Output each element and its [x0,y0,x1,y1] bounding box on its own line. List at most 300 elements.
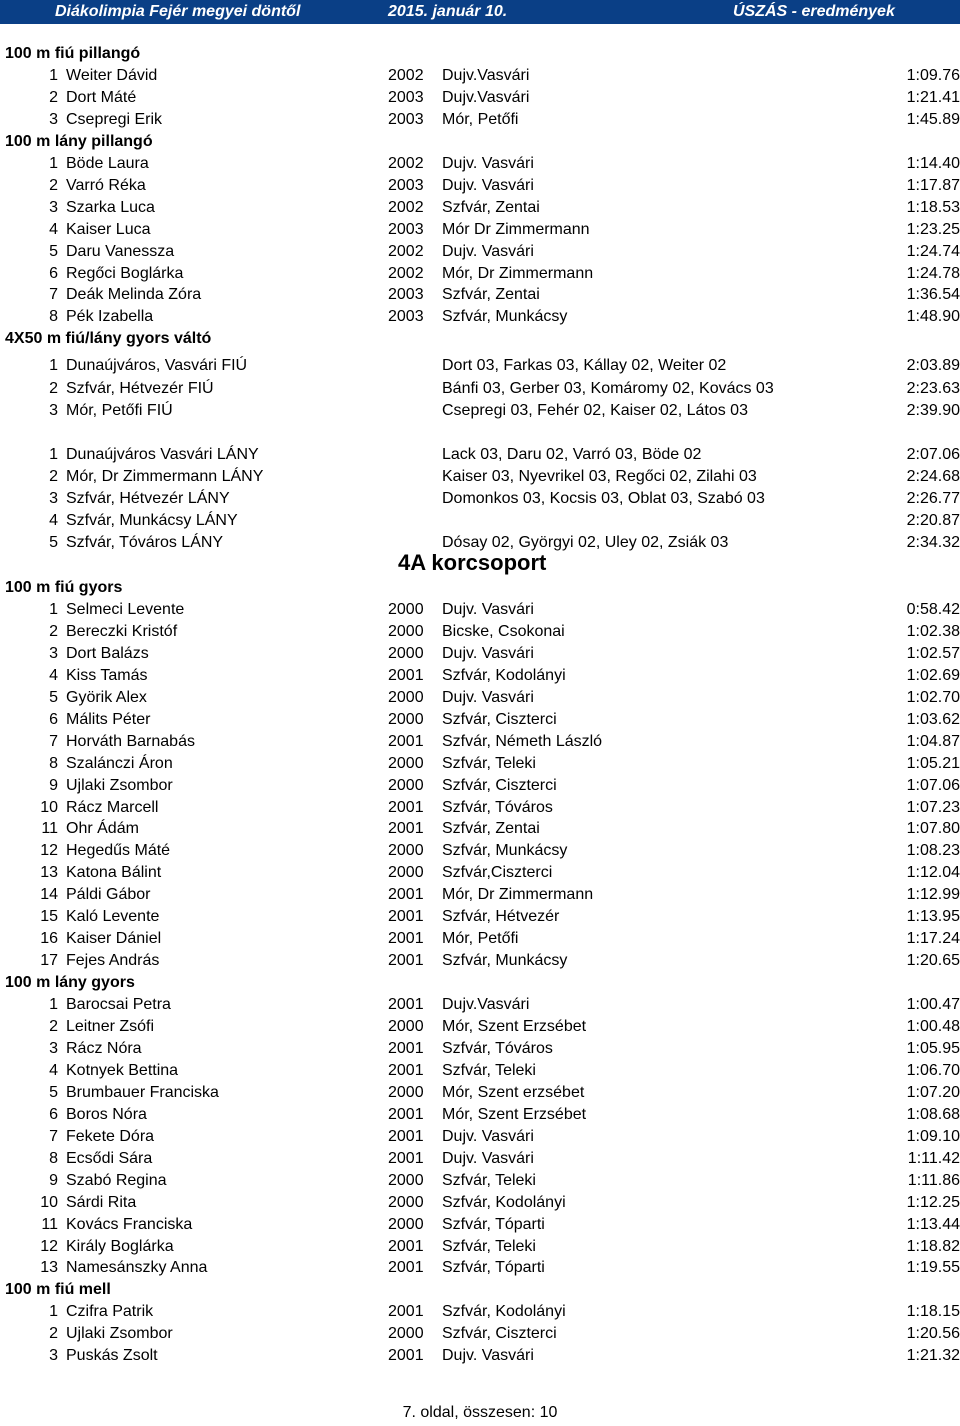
school-club: Mór, Szent Erzsébet [442,1105,587,1123]
school-club: Dujv.Vasvári [442,66,530,84]
result-row [0,65,960,87]
athlete-name: Szarka Luca [66,198,155,216]
school-club: Szfvár, Teleki [442,1061,536,1079]
result-time: 1:21.41 [906,88,960,106]
place-number: 2 [49,176,58,194]
place-number: 1 [49,1303,58,1321]
athlete-name: Ujlaki Zsombor [66,1325,173,1343]
section-title: 4X50 m fiú/lány gyors váltó [5,330,212,348]
birth-year: 2000 [388,1215,424,1233]
place-number: 7 [49,732,58,750]
athlete-name: Fejes András [66,952,160,970]
school-club: Szfvár, Teleki [442,1171,536,1189]
place-number: 4 [49,220,58,238]
school-club: Szfvár, Kodolányi [442,666,566,684]
result-row [0,1192,960,1214]
team-members: Kaiser 03, Nyevrikel 03, Regőci 02, Zilahi 03 [442,467,757,485]
birth-year: 2000 [388,754,424,772]
result-row [0,665,960,687]
place-number: 6 [49,710,58,728]
athlete-name: Kotnyek Bettina [66,1061,179,1079]
result-time: 1:48.90 [906,308,960,326]
athlete-name: Szalánczi Áron [66,754,173,772]
place-number: 1 [49,600,58,618]
team-name: Dunaújváros, Vasvári FIÚ [66,357,248,375]
result-row [0,797,960,819]
result-time: 1:17.87 [906,176,960,194]
result-row [0,87,960,109]
athlete-name: Ohr Ádám [66,820,139,838]
result-time: 1:07.80 [906,820,960,838]
result-time: 1:02.69 [906,666,960,684]
result-row [0,263,960,285]
place-number: 2 [49,622,58,640]
result-row [0,1236,960,1258]
school-club: Mór Dr Zimmermann [442,220,590,238]
birth-year: 2001 [388,820,424,838]
relay-row [0,488,960,510]
athlete-name: Dort Balázs [66,644,149,662]
result-time: 1:06.70 [906,1061,960,1079]
result-time: 1:09.10 [906,1127,960,1145]
birth-year: 2000 [388,688,424,706]
result-time: 1:08.23 [906,842,960,860]
page-footer: 7. oldal, összesen: 10 [402,1404,558,1421]
school-club: Dujv. Vasvári [442,154,534,172]
athlete-name: Szabó Regina [66,1171,167,1189]
place-number: 6 [49,264,58,282]
result-time: 1:20.56 [906,1325,960,1343]
athlete-name: Hegedűs Máté [66,842,171,860]
school-club: Szfvár, Zentai [442,286,540,304]
section-header [0,972,960,994]
birth-year: 2001 [388,1303,424,1321]
group-title [0,549,960,577]
place-number: 7 [49,286,58,304]
place-number: 8 [49,754,58,772]
result-time: 1:12.25 [906,1193,960,1211]
school-club: Szfvár, Tóparti [442,1215,545,1233]
result-time: 0:58.42 [906,600,960,618]
result-row [0,1082,960,1104]
birth-year: 2000 [388,710,424,728]
athlete-name: Ecsődi Sára [66,1149,153,1167]
athlete-name: Páldi Gábor [66,886,151,904]
result-row [0,1060,960,1082]
result-row [0,643,960,665]
birth-year: 2003 [388,308,424,326]
result-row [0,1301,960,1323]
relay-row [0,510,960,532]
section-header [0,328,960,350]
place-number: 5 [49,1083,58,1101]
birth-year: 2001 [388,732,424,750]
school-club: Dujv. Vasvári [442,600,534,618]
result-time: 1:11.42 [907,1149,960,1167]
result-row [0,621,960,643]
result-time: 1:00.47 [906,996,960,1014]
athlete-name: Dort Máté [66,88,137,106]
birth-year: 2001 [388,1061,424,1079]
result-row [0,1257,960,1279]
section-header [0,131,960,153]
athlete-name: Katona Bálint [66,864,162,882]
header-title: ÚSZÁS - eredmények [733,3,895,20]
school-club: Dujv. Vasvári [442,242,534,260]
team-name: Dunaújváros Vasvári LÁNY [66,445,259,463]
athlete-name: Daru Vanessza [66,242,175,260]
result-time: 2:03.89 [906,357,960,375]
place-number: 2 [49,88,58,106]
result-time: 2:34.32 [906,533,960,551]
school-club: Szfvár, Teleki [442,1237,536,1255]
place-number: 14 [40,886,58,904]
team-name: Szfvár, Hétvezér LÁNY [66,489,230,507]
school-club: Dujv.Vasvári [442,88,530,106]
athlete-name: Kaiser Luca [66,220,151,238]
header-date: 2015. január 10. [388,3,508,20]
school-club: Szfvár, Teleki [442,754,536,772]
school-club: Dujv. Vasvári [442,1347,534,1365]
relay-row [0,355,960,377]
place-number: 1 [49,357,58,375]
athlete-name: Czifra Patrik [66,1303,154,1321]
team-name: Szfvár, Munkácsy LÁNY [66,511,238,529]
birth-year: 2000 [388,1018,424,1035]
result-time: 1:13.44 [906,1215,960,1233]
place-number: 15 [40,908,58,926]
result-row [0,818,960,840]
place-number: 11 [41,820,58,838]
school-club: Bicske, Csokonai [442,622,565,640]
header-event: Diákolimpia Fejér megyei döntől [55,3,301,20]
school-club: Dujv. Vasvári [442,644,534,662]
athlete-name: Csepregi Erik [66,110,163,128]
place-number: 4 [49,511,58,529]
athlete-name: Rácz Nóra [66,1039,142,1057]
place-number: 1 [49,445,58,463]
result-time: 1:18.15 [906,1303,960,1321]
result-time: 2:20.87 [906,511,960,529]
place-number: 3 [49,198,58,216]
birth-year: 2000 [388,842,424,860]
birth-year: 2003 [388,110,424,128]
result-row [0,687,960,709]
result-time: 1:45.89 [906,110,960,128]
result-time: 1:20.65 [906,952,960,970]
school-club: Szfvár, Zentai [442,198,540,216]
athlete-name: Bereczki Kristóf [66,622,178,640]
birth-year: 2001 [388,930,424,948]
athlete-name: Ujlaki Zsombor [66,776,173,794]
athlete-name: Pék Izabella [66,308,154,326]
athlete-name: Kaló Levente [66,908,160,926]
place-number: 2 [49,1325,58,1343]
result-row [0,731,960,753]
place-number: 1 [49,66,58,84]
birth-year: 2003 [388,176,424,194]
result-time: 1:24.78 [906,264,960,282]
team-name: Mór, Dr Zimmermann LÁNY [66,467,264,485]
place-number: 3 [49,110,58,128]
place-number: 13 [40,864,58,882]
result-time: 1:18.82 [906,1237,960,1255]
birth-year: 2001 [388,1105,424,1123]
school-club: Dujv. Vasvári [442,688,534,706]
result-time: 1:18.53 [906,198,960,216]
school-club: Szfvár, Ciszterci [442,1325,557,1343]
place-number: 10 [40,1193,58,1211]
school-club: Mór, Szent erzsébet [442,1083,585,1101]
place-number: 9 [49,776,58,794]
athlete-name: Barocsai Petra [66,996,171,1014]
result-row [0,599,960,621]
result-time: 1:17.24 [906,930,960,948]
result-time: 1:02.70 [906,688,960,706]
place-number: 10 [40,798,58,816]
birth-year: 2002 [388,198,424,216]
result-time: 1:05.21 [906,754,960,772]
school-club: Mór, Petőfi [442,110,519,128]
result-row [0,928,960,950]
result-time: 2:39.90 [906,402,960,420]
result-row [0,950,960,972]
athlete-name: Puskás Zsolt [66,1347,158,1365]
birth-year: 2000 [388,1193,424,1211]
result-time: 1:21.32 [906,1347,960,1365]
athlete-name: Varró Réka [66,176,146,194]
birth-year: 2001 [388,952,424,970]
result-time: 1:04.87 [906,732,960,750]
result-time: 1:08.68 [906,1105,960,1123]
school-club: Szfvár, Hétvezér [442,908,560,926]
section-title: 100 m fiú mell [5,1281,111,1299]
school-club: Szfvár, Kodolányi [442,1193,566,1211]
result-row [0,775,960,797]
birth-year: 2002 [388,66,424,84]
place-number: 2 [49,379,58,397]
section-title: 100 m fiú gyors [5,579,123,596]
result-time: 1:23.25 [906,220,960,238]
birth-year: 2001 [388,908,424,926]
team-members: Dort 03, Farkas 03, Kállay 02, Weiter 02 [442,357,727,375]
result-row [0,753,960,775]
result-row [0,284,960,306]
birth-year: 2000 [388,1171,424,1189]
result-row [0,219,960,241]
school-club: Szfvár, Munkácsy [442,952,568,970]
birth-year: 2003 [388,220,424,238]
result-time: 1:19.55 [906,1259,960,1277]
birth-year: 2000 [388,1083,424,1101]
school-club: Szfvár, Tóváros [442,1039,553,1057]
school-club: Szfvár, Ciszterci [442,776,557,794]
result-time: 1:07.20 [906,1083,960,1101]
school-club: Mór, Dr Zimmermann [442,886,594,904]
place-number: 8 [49,1149,58,1167]
school-club: Mór, Petőfi [442,930,519,948]
school-club: Szfvár, Munkácsy [442,842,568,860]
place-number: 5 [49,242,58,260]
result-time: 1:03.62 [906,710,960,728]
place-number: 7 [49,1127,58,1145]
result-row [0,1170,960,1192]
place-number: 2 [49,467,58,485]
place-number: 2 [49,1018,58,1035]
birth-year: 2000 [388,864,424,882]
place-number: 3 [49,1039,58,1057]
result-time: 1:36.54 [906,286,960,304]
result-row [0,1148,960,1170]
result-time: 1:02.57 [906,644,960,662]
result-row [0,840,960,862]
result-time: 1:00.48 [906,1018,960,1035]
result-time: 2:24.68 [906,467,960,485]
athlete-name: Horváth Barnabás [66,732,195,750]
school-club: Dujv. Vasvári [442,1127,534,1145]
result-row [0,197,960,219]
result-time: 1:09.76 [906,66,960,84]
result-time: 1:05.95 [906,1039,960,1057]
school-club: Szfvár, Tóváros [442,798,553,816]
relay-row [0,444,960,466]
athlete-name: Rácz Marcell [66,798,159,816]
section-title: 100 m lány pillangó [5,132,153,150]
birth-year: 2001 [388,798,424,816]
result-time: 2:26.77 [906,489,960,507]
team-name: Szfvár, Tóváros LÁNY [66,533,224,551]
result-row [0,709,960,731]
athlete-name: Regőci Boglárka [66,264,184,282]
school-club: Dujv. Vasvári [442,176,534,194]
birth-year: 2001 [388,1347,424,1365]
result-row [0,884,960,906]
place-number: 1 [49,154,58,172]
place-number: 9 [49,1171,58,1189]
relay-row [0,400,960,422]
place-number: 11 [41,1215,58,1233]
athlete-name: Deák Melinda Zóra [66,286,202,304]
athlete-name: Málits Péter [66,710,151,728]
place-number: 12 [40,842,58,860]
team-members: Domonkos 03, Kocsis 03, Oblat 03, Szabó 03 [442,489,765,507]
birth-year: 2000 [388,1325,424,1343]
place-number: 12 [40,1237,58,1255]
birth-year: 2001 [388,1149,424,1167]
place-number: 6 [49,1105,58,1123]
result-row [0,175,960,197]
section-header [0,43,960,65]
place-number: 17 [40,952,58,970]
birth-year: 2002 [388,154,424,172]
place-number: 3 [49,1347,58,1365]
athlete-name: Kaiser Dániel [66,930,162,948]
result-row [0,1126,960,1148]
athlete-name: Györik Alex [66,688,147,706]
result-row [0,153,960,175]
school-club: Szfvár, Zentai [442,820,540,838]
team-members: Csepregi 03, Fehér 02, Kaiser 02, Látos 03 [442,402,748,420]
result-row [0,241,960,263]
place-number: 3 [49,644,58,662]
place-number: 4 [49,666,58,684]
result-time: 1:02.38 [906,622,960,640]
result-row [0,1038,960,1060]
place-number: 5 [49,533,58,551]
result-row [0,306,960,328]
place-number: 13 [40,1259,58,1277]
birth-year: 2001 [388,1127,424,1145]
result-time: 1:12.99 [906,886,960,904]
school-club: Mór, Dr Zimmermann [442,264,594,282]
result-row [0,1214,960,1236]
result-row [0,1016,960,1038]
relay-row [0,466,960,488]
athlete-name: Namesánszky Anna [66,1259,208,1277]
athlete-name: Kovács Franciska [66,1215,193,1233]
result-time: 1:13.95 [906,908,960,926]
athlete-name: Boros Nóra [66,1105,147,1123]
school-club: Szfvár, Németh László [442,732,603,750]
athlete-name: Király Boglárka [66,1237,174,1255]
school-club: Szfvár, Munkácsy [442,308,568,326]
result-time: 1:24.74 [906,242,960,260]
team-members: Bánfi 03, Gerber 03, Komáromy 02, Kovács 03 [442,379,774,397]
team-members: Dósay 02, Györgyi 02, Uley 02, Zsiák 03 [442,533,729,551]
result-time: 1:12.04 [906,864,960,882]
result-row [0,906,960,928]
team-name: Mór, Petőfi FIÚ [66,402,173,420]
birth-year: 2003 [388,88,424,106]
place-number: 3 [49,402,58,420]
birth-year: 2003 [388,286,424,304]
result-row [0,862,960,884]
school-club: Szfvár,Ciszterci [442,864,553,882]
section-title: 100 m fiú pillangó [5,45,141,62]
birth-year: 2002 [388,242,424,260]
result-time: 2:23.63 [906,379,960,397]
athlete-name: Leitner Zsófi [66,1018,155,1035]
school-club: Dujv. Vasvári [442,1149,534,1167]
result-row [0,994,960,1016]
place-number: 8 [49,308,58,326]
birth-year: 2001 [388,1259,424,1277]
birth-year: 2001 [388,886,424,904]
place-number: 4 [49,1061,58,1079]
athlete-name: Böde Laura [66,154,149,172]
section-header [0,1279,960,1301]
athlete-name: Selmeci Levente [66,600,185,618]
birth-year: 2000 [388,644,424,662]
athlete-name: Fekete Dóra [66,1127,155,1145]
result-time: 1:07.06 [906,776,960,794]
place-number: 16 [40,930,58,948]
birth-year: 2001 [388,996,424,1014]
birth-year: 2000 [388,622,424,640]
school-club: Szfvár, Kodolányi [442,1303,566,1321]
birth-year: 2000 [388,600,424,618]
result-row [0,109,960,131]
group-title-text: 4A korcsoport [398,550,547,575]
athlete-name: Sárdi Rita [66,1193,137,1211]
athlete-name: Brumbauer Franciska [66,1083,219,1101]
birth-year: 2000 [388,776,424,794]
school-club: Szfvár, Ciszterci [442,710,557,728]
result-time: 1:11.86 [907,1171,960,1189]
result-time: 2:07.06 [906,445,960,463]
athlete-name: Kiss Tamás [66,666,148,684]
school-club: Dujv.Vasvári [442,996,530,1014]
